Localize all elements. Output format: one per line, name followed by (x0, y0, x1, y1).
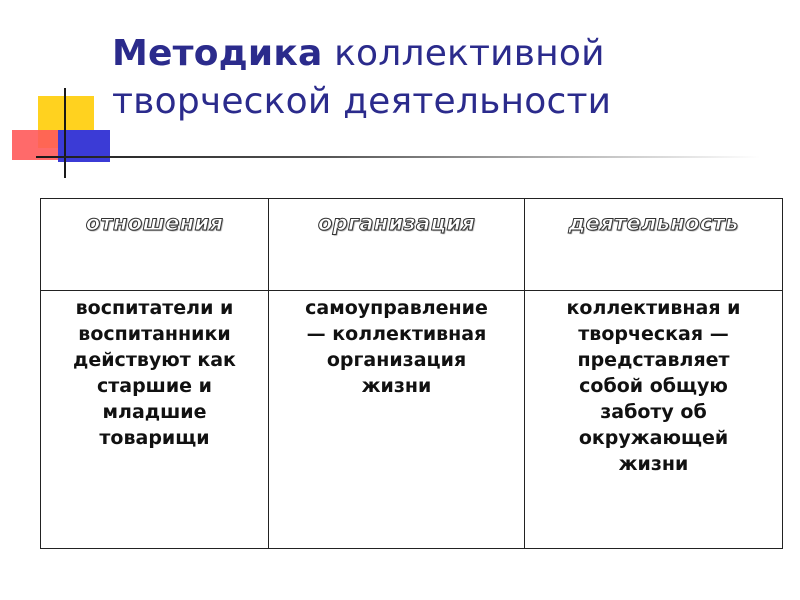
cell-activity-text: коллективная и творческая — представляет собой общую заботу об окружающей жизни (566, 297, 741, 475)
cell-organization-text: самоуправление — коллективная организация жизни (305, 297, 488, 397)
header-cell-organization: организация (269, 199, 525, 291)
header-cell-relations: отношения (41, 199, 269, 291)
title-bold-word: Методика (112, 33, 323, 74)
title-line-1 (112, 30, 752, 78)
methodology-table (40, 198, 783, 549)
table-row (41, 291, 783, 549)
table-header-row (41, 199, 783, 291)
cell-organization (269, 291, 525, 549)
cell-relations (41, 291, 269, 549)
title-line-1-rest: коллективной (322, 33, 605, 74)
cell-relations-text: воспитатели и воспитанники действуют как старшие и младшие товарищи (73, 297, 236, 449)
title-underline (36, 156, 760, 158)
header-cell-activity: деятельность (525, 199, 783, 291)
cell-activity (525, 291, 783, 549)
slide-title (112, 30, 752, 126)
decorative-vertical-line (64, 88, 66, 178)
title-line-2: творческой деятельности (112, 81, 612, 122)
